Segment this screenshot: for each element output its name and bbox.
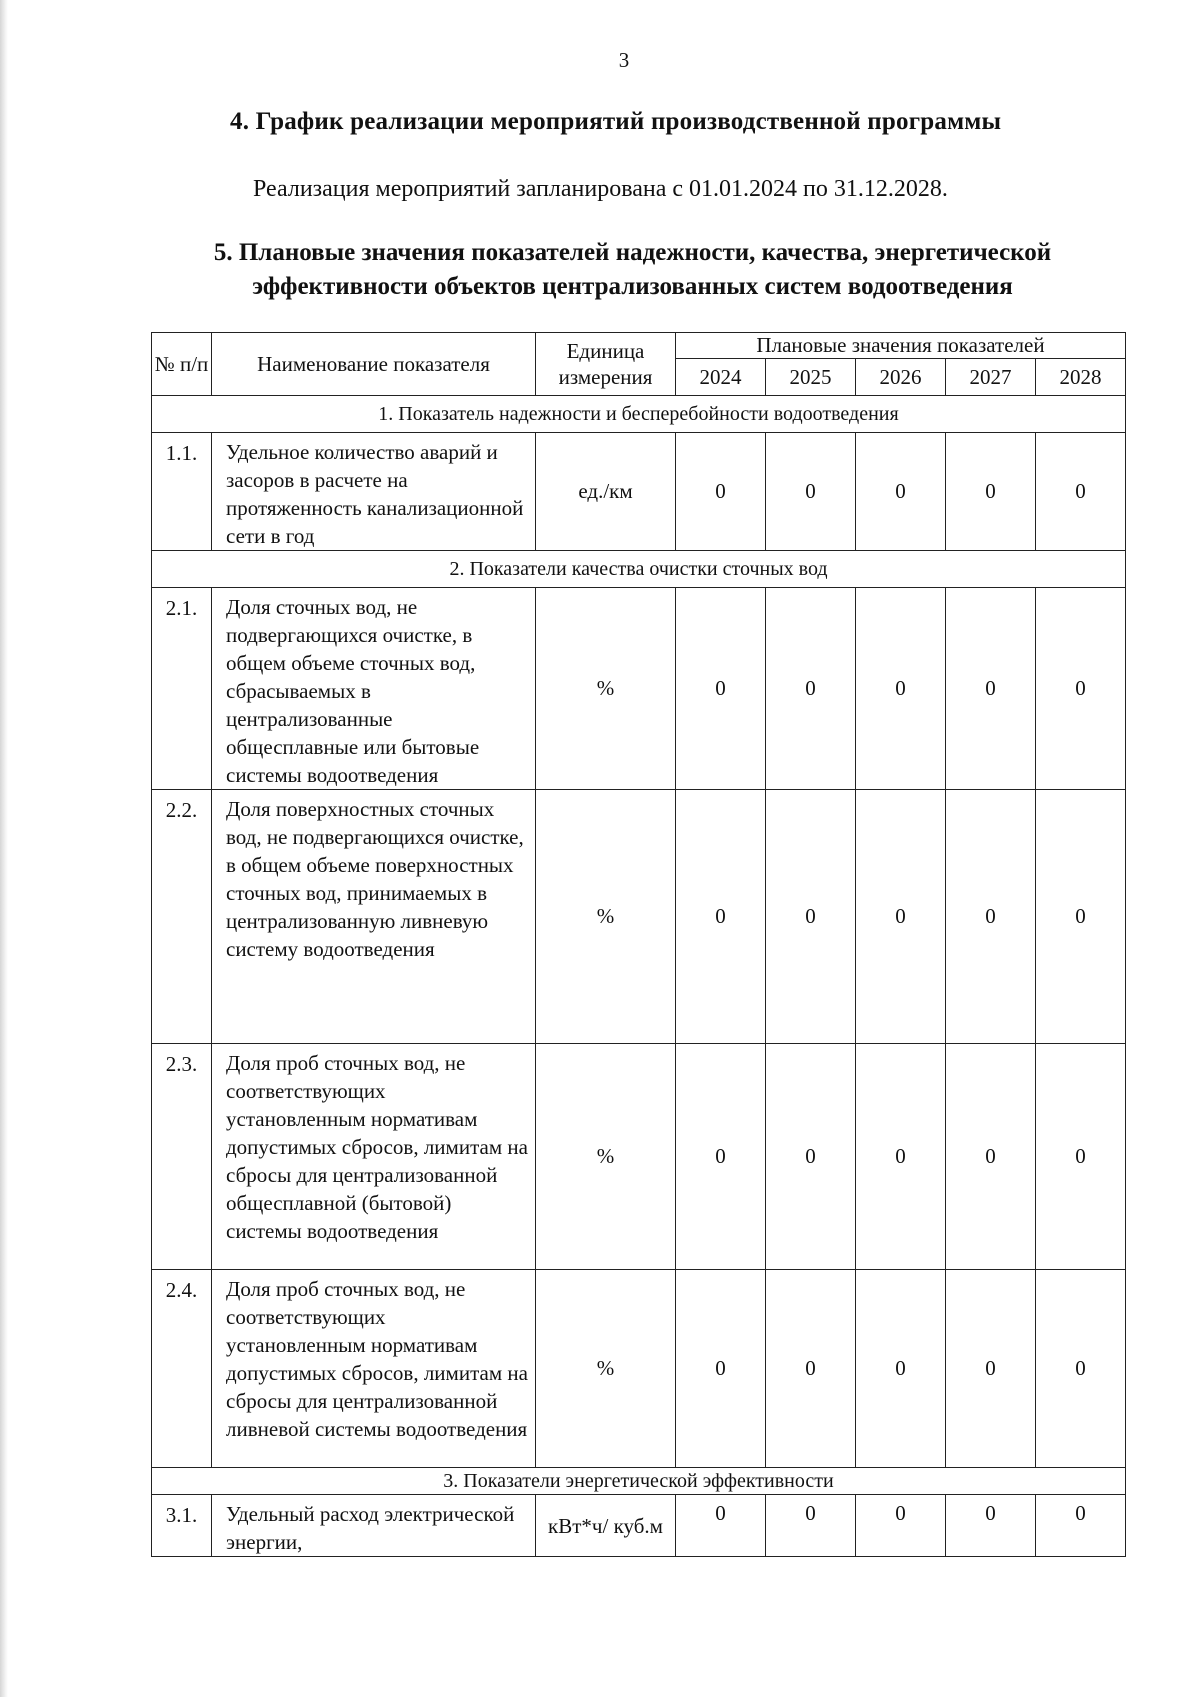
row-value: 0 xyxy=(946,1270,1036,1468)
row-unit: ед./км xyxy=(536,433,676,551)
table-row xyxy=(152,1044,1126,1270)
row-name: Доля проб сточных вод, не соответствующих установленным нормативам допустимых сбросов, лимитам на сбросы для централизованной ливневой системы водоотведения xyxy=(212,1270,536,1468)
row-value: 0 xyxy=(676,588,766,790)
section-4-text: Реализация мероприятий запланирована с 01.01.2024 по 31.12.2028. xyxy=(253,176,948,202)
row-unit: % xyxy=(536,1044,676,1270)
section-5-title-line-1: 5. Плановые значения показателей надежности, качества, энергетической xyxy=(213,239,1052,266)
row-value: 0 xyxy=(676,1270,766,1468)
indicators-table xyxy=(151,332,1126,1557)
row-name: Доля сточных вод, не подвергающихся очистке, в общем объеме сточных вод, сбрасываемых в централизованные общесплавные или бытовые системы водоотведения xyxy=(212,588,536,790)
row-unit: % xyxy=(536,790,676,1044)
header-number: № п/п xyxy=(152,333,212,396)
row-value: 0 xyxy=(676,790,766,1044)
row-name: Удельный расход электрической энергии, xyxy=(212,1495,536,1557)
section-4-title: 4. График реализации мероприятий производственной программы xyxy=(230,108,1002,135)
row-unit: % xyxy=(536,1270,676,1468)
row-value: 0 xyxy=(1036,1270,1126,1468)
row-value: 0 xyxy=(1036,433,1126,551)
row-value: 0 xyxy=(676,1044,766,1270)
section-5-title xyxy=(140,236,1125,304)
row-name: Доля поверхностных сточных вод, не подвергающихся очистке, в общем объеме поверхностных сточных вод, принимаемых в централизованную ливневую систему водоотведения xyxy=(212,790,536,1044)
row-value: 0 xyxy=(1036,1044,1126,1270)
section-title: 1. Показатель надежности и бесперебойности водоотведения xyxy=(152,396,1126,433)
row-value: 0 xyxy=(766,1270,856,1468)
row-number: 2.2. xyxy=(152,790,212,1044)
header-year: 2024 xyxy=(676,359,766,396)
section-title: 3. Показатели энергетической эффективности xyxy=(152,1468,1126,1495)
page-number: 3 xyxy=(618,48,630,72)
section-title: 2. Показатели качества очистки сточных вод xyxy=(152,551,1126,588)
row-number: 1.1. xyxy=(152,433,212,551)
section-row xyxy=(152,1468,1126,1495)
row-value: 0 xyxy=(856,1495,946,1557)
row-value: 0 xyxy=(676,1495,766,1557)
row-value: 0 xyxy=(766,1044,856,1270)
table-row xyxy=(152,790,1126,1044)
table-row xyxy=(152,1270,1126,1468)
section-row xyxy=(152,396,1126,433)
row-value: 0 xyxy=(766,790,856,1044)
row-value: 0 xyxy=(766,1495,856,1557)
row-number: 2.4. xyxy=(152,1270,212,1468)
row-unit: % xyxy=(536,588,676,790)
row-number: 2.1. xyxy=(152,588,212,790)
row-value: 0 xyxy=(1036,790,1126,1044)
header-plan-values: Плановые значения показателей xyxy=(676,333,1126,359)
row-value: 0 xyxy=(856,790,946,1044)
row-value: 0 xyxy=(946,433,1036,551)
row-value: 0 xyxy=(1036,588,1126,790)
table-row xyxy=(152,1495,1126,1557)
row-value: 0 xyxy=(1036,1495,1126,1557)
row-value: 0 xyxy=(766,588,856,790)
row-value: 0 xyxy=(676,433,766,551)
table-row xyxy=(152,433,1126,551)
header-name: Наименование показателя xyxy=(212,333,536,396)
row-value: 0 xyxy=(946,588,1036,790)
row-value: 0 xyxy=(946,790,1036,1044)
section-row xyxy=(152,551,1126,588)
header-year: 2025 xyxy=(766,359,856,396)
table-row xyxy=(152,588,1126,790)
row-value: 0 xyxy=(856,1044,946,1270)
section-5-title-line-2: эффективности объектов централизованных систем водоотведения xyxy=(252,273,1013,300)
row-unit: кВт*ч/ куб.м xyxy=(536,1495,676,1557)
row-value: 0 xyxy=(856,588,946,790)
row-value: 0 xyxy=(946,1044,1036,1270)
row-name: Удельное количество аварий и засоров в расчете на протяженность канализационной сети в год xyxy=(212,433,536,551)
row-number: 2.3. xyxy=(152,1044,212,1270)
header-year: 2026 xyxy=(856,359,946,396)
header-unit: Единица измерения xyxy=(536,333,676,396)
row-value: 0 xyxy=(946,1495,1036,1557)
header-year: 2028 xyxy=(1036,359,1126,396)
row-number: 3.1. xyxy=(152,1495,212,1557)
scan-edge xyxy=(0,0,8,1697)
row-name: Доля проб сточных вод, не соответствующих установленным нормативам допустимых сбросов, лимитам на сбросы для централизованной общесплавной (бытовой) системы водоотведения xyxy=(212,1044,536,1270)
header-year: 2027 xyxy=(946,359,1036,396)
row-value: 0 xyxy=(856,1270,946,1468)
row-value: 0 xyxy=(856,433,946,551)
row-value: 0 xyxy=(766,433,856,551)
